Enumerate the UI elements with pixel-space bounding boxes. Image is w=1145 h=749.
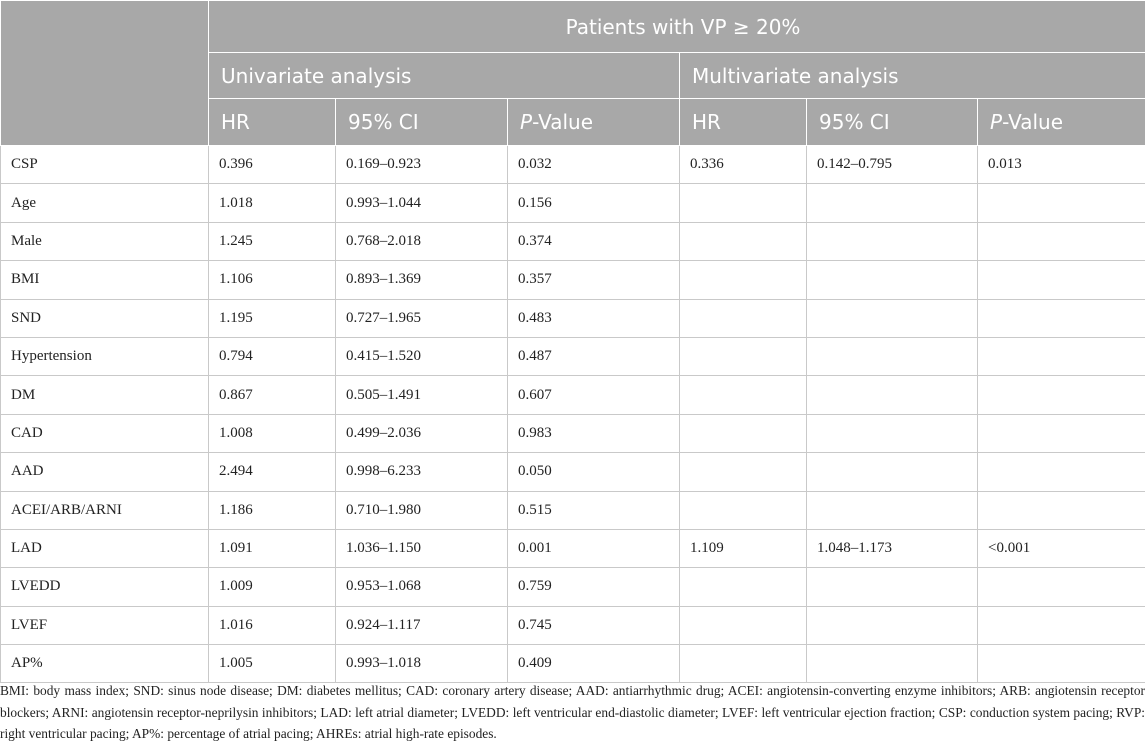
univariate-p-cell: 0.050 (508, 453, 680, 491)
univariate-ci-cell: 0.499–2.036 (336, 414, 508, 452)
header-row-group (1, 1, 1145, 53)
table-row (1, 491, 1145, 529)
univariate-ci-cell: 0.415–1.520 (336, 337, 508, 375)
multivariate-p-cell (978, 491, 1145, 529)
table-row (1, 337, 1145, 375)
univariate-hr-cell: 1.009 (209, 568, 336, 606)
multivariate-ci-cell (807, 453, 978, 491)
row-label: AAD (1, 453, 209, 491)
p-italic: P (520, 110, 533, 134)
table-row (1, 146, 1145, 184)
table-row (1, 606, 1145, 644)
multivariate-p-cell: 0.013 (978, 146, 1145, 184)
univariate-hr-cell: 0.867 (209, 376, 336, 414)
table-footnote: BMI: body mass index; SND: sinus node disease; DM: diabetes mellitus; CAD: coronary artery disease; AAD: antiarrhythmic drug; ACEI: angiotensin-converting enzyme inhibitors; ARB: angiotensin receptor blockers; ARNI: angiotensin receptor-neprilysin inhibitors; LAD: left atrial diameter; LVEDD: left ventricular end-diastolic diameter; LVEF: left ventricular ejection fraction; CSP: conduction system pacing; RVP: right ventricular pacing; AP%: percentage of atrial pacing; AHREs: atrial high-rate episodes. (0, 683, 1145, 741)
univariate-ci-cell: 0.727–1.965 (336, 299, 508, 337)
multivariate-hr-cell (680, 184, 807, 222)
table-body (1, 146, 1145, 683)
row-label: LVEDD (1, 568, 209, 606)
multivariate-ci-cell (807, 568, 978, 606)
row-label: CAD (1, 414, 209, 452)
univariate-p-cell: 0.515 (508, 491, 680, 529)
multivariate-p-cell (978, 606, 1145, 644)
univariate-hr-cell: 1.186 (209, 491, 336, 529)
univariate-hr-cell: 1.018 (209, 184, 336, 222)
univariate-p-cell: 0.487 (508, 337, 680, 375)
multivariate-ci-cell (807, 645, 978, 683)
multivariate-ci-cell: 0.142–0.795 (807, 146, 978, 184)
multivariate-hr-cell (680, 299, 807, 337)
univariate-header: Univariate analysis (209, 53, 680, 99)
univariate-hr-cell: 1.195 (209, 299, 336, 337)
univariate-p-cell: 0.983 (508, 414, 680, 452)
univariate-p-cell: 0.374 (508, 222, 680, 260)
univariate-p-header (508, 99, 680, 146)
univariate-ci-cell: 0.893–1.369 (336, 261, 508, 299)
multivariate-p-cell (978, 222, 1145, 260)
table-row (1, 299, 1145, 337)
multivariate-p-cell (978, 414, 1145, 452)
row-label: Age (1, 184, 209, 222)
table-row (1, 414, 1145, 452)
multivariate-hr-cell: 0.336 (680, 146, 807, 184)
univariate-p-cell: 0.759 (508, 568, 680, 606)
univariate-hr-cell: 2.494 (209, 453, 336, 491)
multivariate-p-cell (978, 453, 1145, 491)
header-blank-cell (1, 1, 209, 146)
multivariate-hr-cell: 1.109 (680, 529, 807, 567)
multivariate-p-header (978, 99, 1145, 146)
multivariate-hr-cell (680, 453, 807, 491)
multivariate-hr-cell (680, 606, 807, 644)
univariate-ci-cell: 0.768–2.018 (336, 222, 508, 260)
table-row (1, 453, 1145, 491)
univariate-hr-header: HR (209, 99, 336, 146)
multivariate-p-cell (978, 184, 1145, 222)
univariate-ci-cell: 0.169–0.923 (336, 146, 508, 184)
univariate-hr-cell: 1.005 (209, 645, 336, 683)
multivariate-hr-header: HR (680, 99, 807, 146)
univariate-ci-cell: 1.036–1.150 (336, 529, 508, 567)
multivariate-p-cell (978, 337, 1145, 375)
univariate-ci-header: 95% CI (336, 99, 508, 146)
table-row (1, 645, 1145, 683)
row-label: LVEF (1, 606, 209, 644)
multivariate-hr-cell (680, 414, 807, 452)
row-label: DM (1, 376, 209, 414)
univariate-p-cell: 0.357 (508, 261, 680, 299)
table-row (1, 529, 1145, 567)
row-label: BMI (1, 261, 209, 299)
multivariate-hr-cell (680, 568, 807, 606)
multivariate-ci-cell (807, 299, 978, 337)
table-row (1, 222, 1145, 260)
row-label: AP% (1, 645, 209, 683)
multivariate-hr-cell (680, 337, 807, 375)
univariate-p-cell: 0.409 (508, 645, 680, 683)
group-title: Patients with VP ≥ 20% (209, 1, 1145, 53)
univariate-ci-cell: 0.993–1.044 (336, 184, 508, 222)
univariate-hr-cell: 1.008 (209, 414, 336, 452)
p-suffix: -Value (1002, 110, 1064, 134)
row-label: ACEI/ARB/ARNI (1, 491, 209, 529)
row-label: Male (1, 222, 209, 260)
univariate-ci-cell: 0.505–1.491 (336, 376, 508, 414)
univariate-ci-cell: 0.953–1.068 (336, 568, 508, 606)
univariate-p-cell: 0.483 (508, 299, 680, 337)
multivariate-hr-cell (680, 261, 807, 299)
multivariate-hr-cell (680, 645, 807, 683)
multivariate-p-cell: <0.001 (978, 529, 1145, 567)
row-label: LAD (1, 529, 209, 567)
univariate-p-cell: 0.156 (508, 184, 680, 222)
univariate-p-cell: 0.032 (508, 146, 680, 184)
univariate-hr-cell: 1.091 (209, 529, 336, 567)
multivariate-ci-header: 95% CI (807, 99, 978, 146)
multivariate-ci-cell (807, 376, 978, 414)
multivariate-p-cell (978, 376, 1145, 414)
multivariate-header: Multivariate analysis (680, 53, 1145, 99)
p-italic: P (990, 110, 1003, 134)
univariate-p-cell: 0.745 (508, 606, 680, 644)
table-row (1, 184, 1145, 222)
table-header (1, 1, 1145, 146)
univariate-hr-cell: 0.396 (209, 146, 336, 184)
row-label: SND (1, 299, 209, 337)
multivariate-hr-cell (680, 222, 807, 260)
multivariate-ci-cell: 1.048–1.173 (807, 529, 978, 567)
univariate-hr-cell: 0.794 (209, 337, 336, 375)
multivariate-ci-cell (807, 414, 978, 452)
multivariate-ci-cell (807, 606, 978, 644)
p-suffix: -Value (532, 110, 594, 134)
multivariate-ci-cell (807, 491, 978, 529)
multivariate-p-cell (978, 299, 1145, 337)
multivariate-ci-cell (807, 337, 978, 375)
multivariate-ci-cell (807, 184, 978, 222)
multivariate-p-cell (978, 645, 1145, 683)
multivariate-ci-cell (807, 261, 978, 299)
table-row (1, 568, 1145, 606)
univariate-hr-cell: 1.245 (209, 222, 336, 260)
univariate-ci-cell: 0.924–1.117 (336, 606, 508, 644)
multivariate-ci-cell (807, 222, 978, 260)
row-label: CSP (1, 146, 209, 184)
univariate-ci-cell: 0.710–1.980 (336, 491, 508, 529)
table-row (1, 376, 1145, 414)
multivariate-p-cell (978, 568, 1145, 606)
univariate-hr-cell: 1.106 (209, 261, 336, 299)
univariate-p-cell: 0.607 (508, 376, 680, 414)
multivariate-p-cell (978, 261, 1145, 299)
univariate-hr-cell: 1.016 (209, 606, 336, 644)
table-row (1, 261, 1145, 299)
multivariate-hr-cell (680, 376, 807, 414)
row-label: Hypertension (1, 337, 209, 375)
univariate-ci-cell: 0.998–6.233 (336, 453, 508, 491)
univariate-ci-cell: 0.993–1.018 (336, 645, 508, 683)
univariate-p-cell: 0.001 (508, 529, 680, 567)
multivariate-hr-cell (680, 491, 807, 529)
